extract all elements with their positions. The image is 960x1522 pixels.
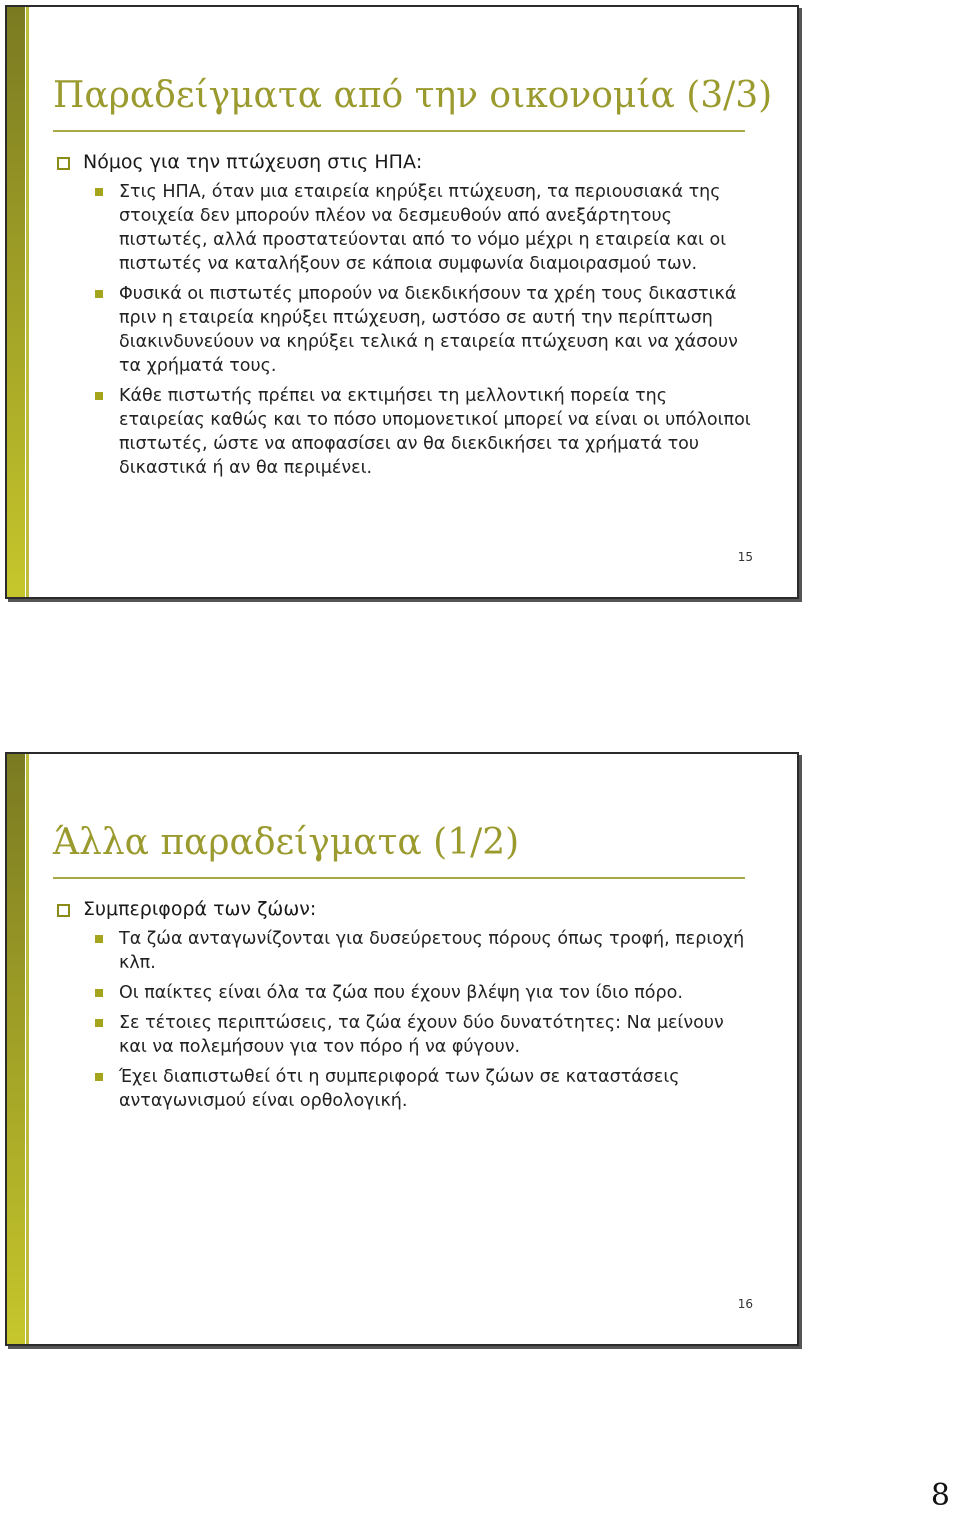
hollow-square-bullet-icon	[57, 904, 70, 917]
slide-title: Άλλα παραδείγματα (1/2)	[53, 822, 520, 863]
square-bullet-icon	[95, 989, 103, 997]
slide-side-bar	[7, 7, 25, 597]
square-bullet-icon	[95, 1073, 103, 1081]
slide-title: Παραδείγματα από την οικονομία (3/3)	[53, 75, 773, 116]
slide-side-bar	[7, 754, 25, 1344]
square-bullet-icon	[95, 1019, 103, 1027]
sub-bullet	[53, 1065, 753, 1113]
square-bullet-icon	[95, 935, 103, 943]
sub-bullet	[53, 282, 753, 378]
slide-content	[53, 897, 753, 1119]
sub-bullet-list	[53, 180, 753, 480]
square-bullet-icon	[95, 290, 103, 298]
slide-number: 15	[737, 550, 753, 564]
sub-bullet	[53, 384, 753, 480]
page-number: 8	[930, 1478, 950, 1513]
title-divider	[53, 130, 745, 132]
slide-15	[5, 5, 799, 599]
sub-bullet	[53, 927, 753, 975]
sub-bullet-text: Κάθε πιστωτής πρέπει να εκτιμήσει τη μελλοντική πορεία της εταιρείας καθώς και το πόσο υπομονετικοί μπορεί να είναι οι υπόλοιποι πιστωτές, ώστε να αποφασίσει αν θα διεκδικήσει τα χρήματά του δικαστικά ή αν θα περιμένει.	[119, 386, 751, 478]
main-bullet	[53, 897, 753, 921]
sub-bullet-text: Έχει διαπιστωθεί ότι η συμπεριφορά των ζώων σε καταστάσεις ανταγωνισμού είναι ορθολογική.	[119, 1067, 680, 1111]
slide-content	[53, 150, 753, 486]
main-bullet-text: Συμπεριφορά των ζώων:	[83, 898, 317, 920]
title-divider	[53, 877, 745, 879]
slide-16	[5, 752, 799, 1346]
sub-bullet-text: Φυσικά οι πιστωτές μπορούν να διεκδικήσουν τα χρέη τους δικαστικά πριν η εταιρεία κηρύξει πτώχευση, ωστόσο σε αυτή την περίπτωση διακινδυνεύουν να κηρύξει τελικά η εταιρεία πτώχευση και να χάσουν τα χρήματά τους.	[119, 284, 738, 376]
sub-bullet-text: Οι παίκτες είναι όλα τα ζώα που έχουν βλέψη για τον ίδιο πόρο.	[119, 983, 683, 1003]
main-bullet	[53, 150, 753, 174]
square-bullet-icon	[95, 392, 103, 400]
main-bullet-text: Νόμος για την πτώχευση στις ΗΠΑ:	[83, 151, 423, 173]
slide-number: 16	[737, 1297, 753, 1311]
sub-bullet	[53, 981, 753, 1005]
sub-bullet	[53, 180, 753, 276]
square-bullet-icon	[95, 188, 103, 196]
sub-bullet-text: Τα ζώα ανταγωνίζονται για δυσεύρετους πόρους όπως τροφή, περιοχή κλπ.	[119, 929, 745, 973]
sub-bullet-text: Στις ΗΠΑ, όταν μια εταιρεία κηρύξει πτώχευση, τα περιουσιακά της στοιχεία δεν μπορούν πλέον να δεσμευθούν από ανεξάρτητους πιστωτές, αλλά προστατεύονται από το νόμο μέχρι η εταιρεία και οι πιστωτές να καταλήξουν σε κάποια συμφωνία διαμοιρασμού των.	[119, 182, 727, 274]
hollow-square-bullet-icon	[57, 157, 70, 170]
sub-bullet	[53, 1011, 753, 1059]
sub-bullet-text: Σε τέτοιες περιπτώσεις, τα ζώα έχουν δύο δυνατότητες: Να μείνουν και να πολεμήσουν για τον πόρο ή να φύγουν.	[119, 1013, 724, 1057]
sub-bullet-list	[53, 927, 753, 1113]
